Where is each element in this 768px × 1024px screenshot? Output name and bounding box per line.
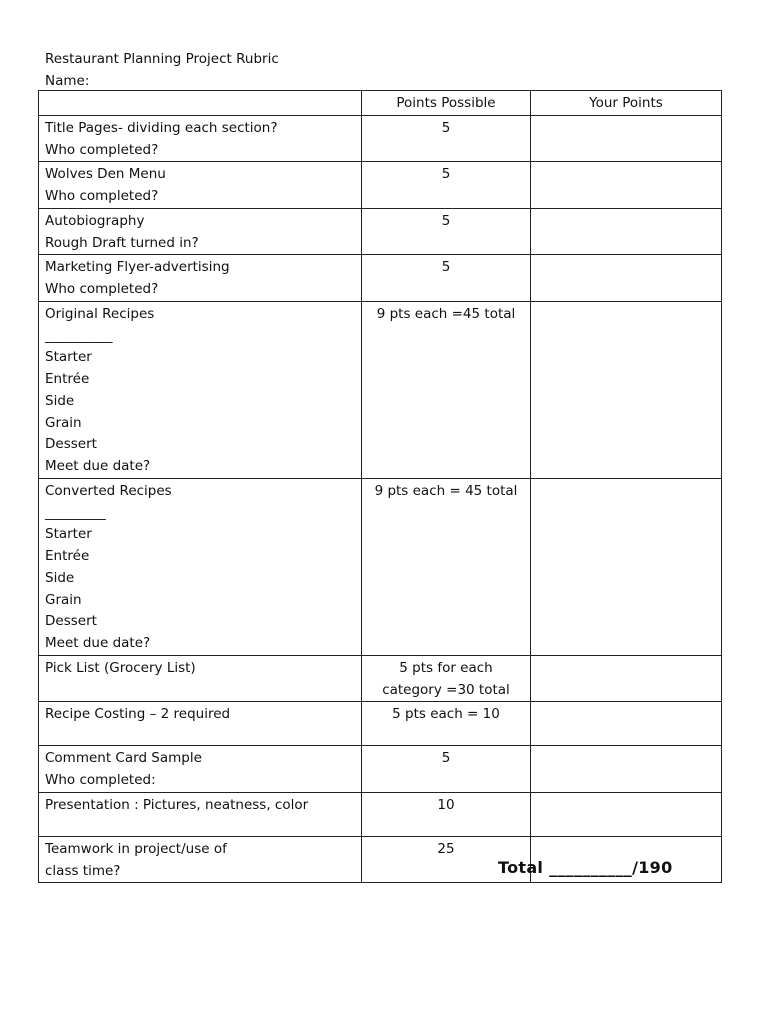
table-row <box>39 162 722 209</box>
your-points-cell[interactable] <box>531 208 722 255</box>
header-your-points: Your Points <box>531 91 722 116</box>
document-header <box>45 48 279 92</box>
criteria-line: Converted Recipes <box>45 482 172 499</box>
criteria-line: Grain <box>45 591 82 608</box>
points-line: category =30 total <box>382 681 510 698</box>
table-row <box>39 792 722 836</box>
points-possible-cell <box>362 255 531 302</box>
criteria-line: Original Recipes <box>45 305 155 322</box>
your-points-cell[interactable] <box>531 655 722 702</box>
your-points-cell[interactable] <box>531 162 722 209</box>
table-row <box>39 702 722 746</box>
criteria-line: Meet due date? <box>45 635 151 651</box>
points-line: 5 pts for each <box>399 659 493 676</box>
table-row <box>39 746 722 793</box>
criteria-line: Pick List (Grocery List) <box>45 659 196 676</box>
criteria-cell <box>39 115 362 162</box>
criteria-cell <box>39 655 362 702</box>
your-points-cell[interactable] <box>531 301 722 478</box>
criteria-line: Starter <box>45 349 92 366</box>
points-line: 5 <box>441 750 451 767</box>
points-line: 5 pts each = 10 <box>392 706 500 723</box>
points-line: 5 <box>441 212 451 229</box>
document-title: Restaurant Planning Project Rubric <box>45 51 279 67</box>
your-points-cell[interactable] <box>531 478 722 655</box>
criteria-cell <box>39 208 362 255</box>
points-possible-cell <box>362 301 531 478</box>
points-possible-cell <box>362 208 531 255</box>
points-line: 5 <box>441 166 451 183</box>
table-row <box>39 208 722 255</box>
your-points-cell[interactable] <box>531 746 722 793</box>
header-criteria <box>39 91 362 116</box>
criteria-line: Comment Card Sample <box>45 750 202 767</box>
criteria-line: Meet due date? <box>45 458 151 474</box>
your-points-cell[interactable] <box>531 115 722 162</box>
criteria-line: Wolves Den Menu <box>45 166 166 183</box>
criteria-cell <box>39 746 362 793</box>
criteria-line: Rough Draft turned in? <box>45 234 199 251</box>
criteria-line: Starter <box>45 526 92 543</box>
criteria-line: Autobiography <box>45 212 145 229</box>
total-line: Total __________/190 <box>498 858 673 877</box>
table-row <box>39 255 722 302</box>
criteria-line: Dessert <box>45 613 97 630</box>
criteria-cell <box>39 478 362 655</box>
table-row <box>39 655 722 702</box>
points-possible-cell <box>362 655 531 702</box>
criteria-cell <box>39 301 362 478</box>
criteria-line: Presentation : Pictures, neatness, color <box>45 796 309 813</box>
points-possible-cell <box>362 478 531 655</box>
criteria-line: Who completed? <box>45 281 159 297</box>
points-possible-cell <box>362 746 531 793</box>
table-row <box>39 115 722 162</box>
criteria-line: _________ <box>45 504 106 521</box>
points-line: 25 <box>437 840 455 857</box>
criteria-line: Entrée <box>45 371 90 387</box>
criteria-line: __________ <box>45 327 113 344</box>
your-points-cell[interactable] <box>531 792 722 836</box>
your-points-cell[interactable] <box>531 702 722 746</box>
your-points-cell[interactable] <box>531 255 722 302</box>
criteria-line: Who completed: <box>45 772 156 788</box>
points-possible-cell <box>362 115 531 162</box>
criteria-line: Who completed? <box>45 188 159 204</box>
name-label: Name: <box>45 73 90 89</box>
criteria-line: Dessert <box>45 436 97 453</box>
criteria-line: Title Pages- dividing each section? <box>45 119 278 136</box>
criteria-line: Marketing Flyer-advertising <box>45 259 230 276</box>
criteria-cell <box>39 792 362 836</box>
criteria-line: Side <box>45 392 75 409</box>
points-line: 5 <box>441 119 451 136</box>
table-row <box>39 478 722 655</box>
criteria-line: Entrée <box>45 548 90 564</box>
points-possible-cell <box>362 162 531 209</box>
criteria-cell <box>39 162 362 209</box>
points-line: 9 pts each =45 total <box>376 305 516 322</box>
criteria-cell <box>39 702 362 746</box>
criteria-line: Grain <box>45 414 82 431</box>
points-line: 9 pts each = 45 total <box>374 482 518 499</box>
criteria-line: Recipe Costing – 2 required <box>45 706 231 723</box>
criteria-cell <box>39 255 362 302</box>
points-line: 5 <box>441 259 451 276</box>
criteria-line: Teamwork in project/use of <box>45 840 227 857</box>
rubric-table <box>38 90 722 883</box>
criteria-line: Who completed? <box>45 141 159 158</box>
table-row <box>39 301 722 478</box>
criteria-line: class time? <box>45 862 121 879</box>
table-header-row <box>39 91 722 116</box>
criteria-line: Side <box>45 569 75 586</box>
points-possible-cell <box>362 702 531 746</box>
points-line: 10 <box>437 796 455 813</box>
points-possible-cell <box>362 792 531 836</box>
criteria-cell <box>39 836 362 883</box>
header-points-possible: Points Possible <box>362 91 531 116</box>
